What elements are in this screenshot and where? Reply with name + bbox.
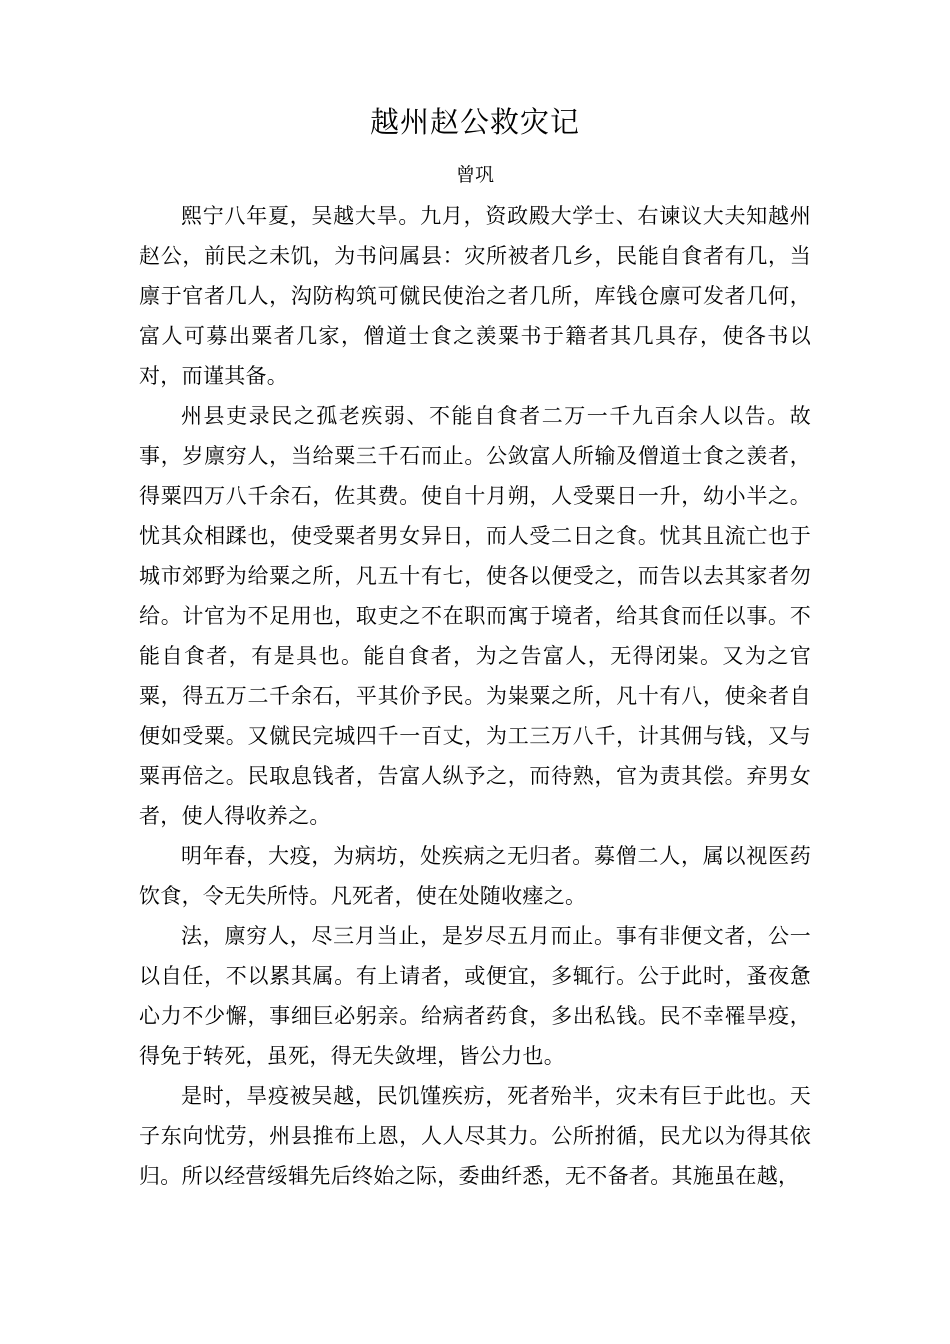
document-title: 越州赵公救灾记: [369, 105, 580, 139]
paragraph-5: 是时，旱疫被吴越，民饥馑疾疠，死者殆半，灾未有巨于此也。天子东向忧劳，州县推布上恩，人人尽其力。公所拊循，民尤以为得其依归。所以经营绥辑先后终始之际，委曲纤悉，无不备者。其施虽在越，: [139, 1084, 811, 1188]
paragraph-3: 明年春，大疫，为病坊，处疾病之无归者。募僧二人，属以视医药饮食，令无失所恃。凡死者，使在处随收瘗之。: [139, 844, 811, 908]
paragraph-1: 熙宁八年夏，吴越大旱。九月，资政殿大学士、右谏议大夫知越州赵公，前民之未饥，为书问属县：灾所被者几乡，民能自食者有几，当廪于官者几人，沟防构筑可僦民使治之者几所，库钱仓廪可发者几何，富人可募出粟者几家，僧道士食之羡粟书于籍者其几具存，使各书以对，而谨其备。: [139, 204, 811, 388]
paragraph-2: 州县吏录民之孤老疾弱、不能自食者二万一千九百余人以告。故事，岁廪穷人，当给粟三千石而止。公敛富人所输及僧道士食之羡者，得粟四万八千余石，佐其费。使自十月朔，人受粟日一升，幼小半之。忧其众相蹂也，使受粟者男女异日，而人受二日之食。忧其且流亡也于城市郊野为给粟之所，凡五十有七，使各以便受之，而告以去其家者勿给。计官为不足用也，取吏之不在职而寓于境者，给其食而任以事。不能自食者，有是具也。能自食者，为之告富人，无得闭粜。又为之官粟，得五万二千余石，平其价予民。为粜粟之所，凡十有八，使籴者自便如受粟。又僦民完城四千一百丈，为工三万八千，计其佣与钱，又与粟再倍之。民取息钱者，告富人纵予之，而待熟，官为责其偿。弃男女者，使人得收养之。: [139, 404, 811, 828]
paragraph-4: 法，廪穷人，尽三月当止，是岁尽五月而止。事有非便文者，公一以自任，不以累其属。有上请者，或便宜，多辄行。公于此时，蚤夜惫心力不少懈，事细巨必躬亲。给病者药食，多出私钱。民不幸罹旱疫，得免于转死，虽死，得无失敛埋，皆公力也。: [139, 924, 811, 1068]
document-author: 曾巩: [455, 164, 494, 186]
document-body: [139, 196, 811, 1196]
